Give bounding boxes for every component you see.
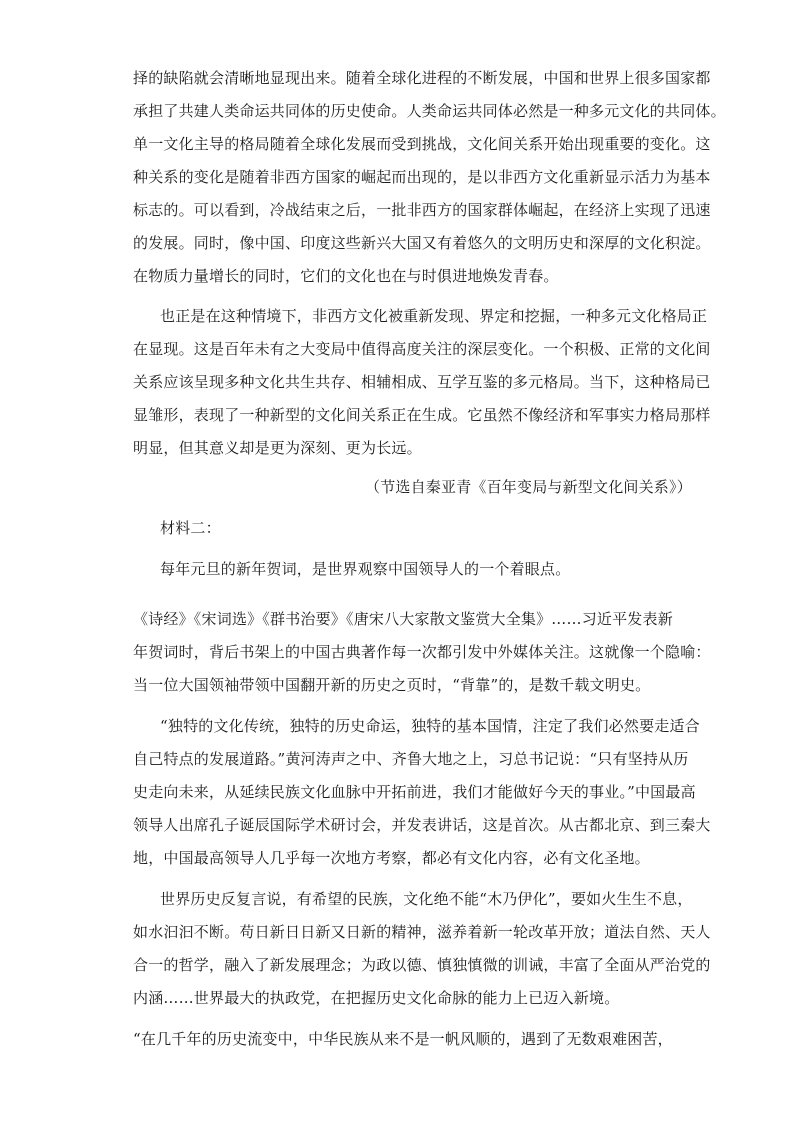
text-line: 当一位大国领袖带领中国翻开新的历史之页时，“背靠”的，是数千载文明史。: [133, 676, 651, 694]
text-line: 关系应该呈现多种文化共生共存、相辅相成、互学互鉴的多元格局。当下，这种格局已: [133, 373, 711, 391]
text-line: 的发展。同时，像中国、印度这些新兴大国又有着悠久的文明历史和深厚的文化积淀。: [133, 234, 711, 252]
text-line: 承担了共建人类命运共同体的历史使命。人类命运共同体必然是一种多元文化的共同体。: [133, 102, 726, 120]
text-line: 显雏形，表现了一种新型的文化间关系正在生成。它虽然不像经济和军事实力格局那样: [133, 406, 711, 424]
text-line: 如水汩汩不断。苟日新日日新又日新的精神，滋养着新一轮改革开放；道法自然、天人: [133, 923, 711, 941]
text-line: 领导人出席孔子诞辰国际学术研讨会，并发表讲话，这是首次。从古都北京、到三秦大: [133, 816, 711, 834]
text-line: 每年元旦的新年贺词，是世界观察中国领导人的一个着眼点。: [160, 560, 571, 578]
text-line: “独特的文化传统，独特的历史命运，独特的基本国情，注定了我们必然要走适合: [160, 717, 700, 735]
text-line: “在几千年的历史流变中，中华民族从来不是一帆风顺的，遇到了无数艰难困苦，: [133, 1030, 673, 1048]
text-line: 合一的哲学，融入了新发展理念；为政以德、慎独慎微的训诫，丰富了全面从严治党的: [133, 956, 711, 974]
section-label: 材料二：: [160, 519, 221, 537]
text-line: 年贺词时，背后书架上的中国古典著作每一次都引发中外媒体关注。这就像一个隐喻：: [133, 643, 711, 661]
text-line: 在显现。这是百年未有之大变局中值得高度关注的深层变化。一个积极、正常的文化间: [133, 340, 711, 358]
text-line: 《诗经》《宋词选》《群书治要》《唐宋八大家散文鉴赏大全集》……习近平发表新: [133, 610, 673, 628]
text-line: 地，中国最高领导人几乎每一次地方考察，都必有文化内容，必有文化圣地。: [133, 849, 650, 867]
text-line: 史走向未来，从延续民族文化血脉中开拓前进，我们才能做好今天的事业。”中国最高: [133, 783, 696, 801]
text-line: 标志的。可以看到，冷战结束之后，一批非西方的国家群体崛起，在经济上实现了迅速: [133, 201, 711, 219]
text-line: 择的缺陷就会清晰地显现出来。随着全球化进程的不断发展，中国和世界上很多国家都: [133, 69, 711, 87]
text-line: 种关系的变化是随着非西方国家的崛起而出现的，是以非西方文化重新显示活力为基本: [133, 168, 711, 186]
text-line: 单一文化主导的格局随着全球化发展而受到挑战，文化间关系开始出现重要的变化。这: [133, 135, 711, 153]
source-citation: （节选自秦亚青《百年变局与新型文化间关系》）: [365, 478, 692, 496]
text-line: 世界历史反复言说，有希望的民族，文化绝不能“木乃伊化”，要如火生生不息，: [160, 890, 693, 908]
text-line: 也正是在这种情境下，非西方文化被重新发现、界定和挖掘，一种多元文化格局正: [160, 307, 708, 325]
text-line: 自己特点的发展道路。”黄河涛声之中、齐鲁大地之上，习总书记说：“只有坚持从历: [133, 750, 689, 768]
text-line: 内涵……世界最大的执政党，在把握历史文化命脉的能力上已迈入新境。: [133, 989, 620, 1007]
text-line: 明显，但其意义却是更为深刻、更为长远。: [133, 439, 422, 457]
text-line: 在物质力量增长的同时，它们的文化也在与时俱进地焕发青春。: [133, 267, 559, 285]
